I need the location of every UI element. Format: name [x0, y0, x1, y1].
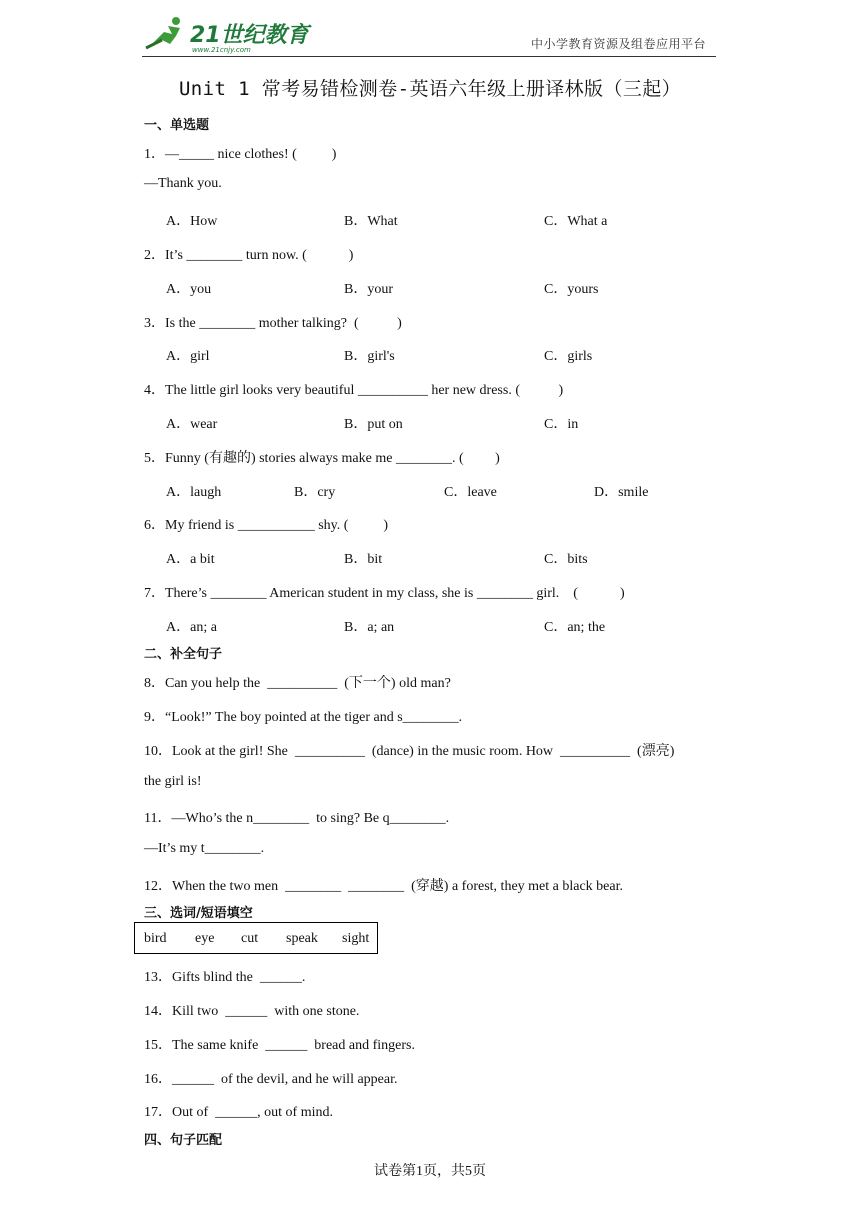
question-1-option-c[interactable]: C．What a: [544, 214, 608, 229]
question-13: 13．Gifts blind the ______.: [144, 970, 306, 985]
word-bank-item: eye: [195, 931, 215, 946]
question-5-option-a[interactable]: A．laugh: [166, 485, 222, 500]
section-heading-single-choice: 一、单选题: [144, 118, 210, 133]
question-16: 16．______ of the devil, and he will appear.: [144, 1072, 398, 1087]
question-7: 7．There’s ________ American student in my class, she is ________ girl. ( ): [144, 586, 625, 601]
question-6: 6．My friend is ___________ shy. ( ): [144, 518, 389, 533]
question-4-option-b[interactable]: B．put on: [344, 417, 403, 432]
word-bank-box: [134, 922, 378, 954]
question-17: 17．Out of ______, out of mind.: [144, 1105, 333, 1120]
question-4-option-a[interactable]: A．wear: [166, 417, 218, 432]
question-4-option-c[interactable]: C．in: [544, 417, 579, 432]
word-bank-item: speak: [286, 931, 318, 946]
word-bank-item: sight: [342, 931, 370, 946]
question-2-option-b[interactable]: B．your: [344, 282, 393, 297]
page-header: [142, 12, 716, 57]
question-1: 1．—_____ nice clothes! ( ): [144, 147, 337, 162]
question-2: 2．It’s ________ turn now. ( ): [144, 248, 354, 263]
exam-title: Unit 1 常考易错检测卷-英语六年级上册译林版（三起）: [178, 78, 682, 100]
question-3-option-b[interactable]: B．girl's: [344, 349, 395, 364]
question-7-option-a[interactable]: A．an; a: [166, 620, 217, 635]
question-5-option-b[interactable]: B．cry: [294, 485, 336, 500]
question-11-line-2: —It’s my t________.: [144, 841, 265, 856]
question-10-line-2: the girl is!: [144, 774, 202, 789]
question-5: 5．Funny (有趣的) stories always make me ________. ( ): [144, 451, 500, 466]
logo-url: www.21cnjy.com: [192, 46, 251, 54]
site-logo: [142, 14, 322, 54]
question-1-option-b[interactable]: B．What: [344, 214, 398, 229]
question-12: 12．When the two men ________ ________ (穿越) a forest, they met a black bear.: [144, 879, 623, 894]
question-14: 14．Kill two ______ with one stone.: [144, 1004, 360, 1019]
question-6-option-c[interactable]: C．bits: [544, 552, 588, 567]
logo-text: 21世纪教育: [190, 23, 309, 48]
word-bank-item: cut: [241, 931, 259, 946]
question-7-option-c[interactable]: C．an; the: [544, 620, 606, 635]
question-15: 15．The same knife ______ bread and fingers.: [144, 1038, 415, 1053]
question-2-option-c[interactable]: C．yours: [544, 282, 599, 297]
question-8: 8．Can you help the __________ (下一个) old man?: [144, 676, 451, 691]
question-2-option-a[interactable]: A．you: [166, 282, 212, 297]
question-7-option-b[interactable]: B．a; an: [344, 620, 395, 635]
question-1-option-a[interactable]: A．How: [166, 214, 218, 229]
page-footer: 试卷第1页，共5页: [374, 1164, 486, 1179]
question-9: 9．“Look!” The boy pointed at the tiger and s________.: [144, 710, 463, 725]
section-heading-complete-sentences: 二、补全句子: [144, 647, 223, 662]
question-6-option-a[interactable]: A．a bit: [166, 552, 215, 567]
platform-name: 中小学教育资源及组卷应用平台: [530, 37, 706, 51]
question-4: 4．The little girl looks very beautiful __________ her new dress. ( ): [144, 383, 564, 398]
question-6-option-b[interactable]: B．bit: [344, 552, 383, 567]
question-3-option-a[interactable]: A．girl: [166, 349, 210, 364]
question-11-line-1: 11．—Who’s the n________ to sing? Be q________.: [144, 811, 450, 826]
question-1-reply: —Thank you.: [144, 176, 222, 191]
word-bank-item: bird: [144, 931, 167, 946]
section-heading-word-fill: 三、选词/短语填空: [144, 906, 253, 921]
question-5-option-d[interactable]: D．smile: [594, 485, 649, 500]
question-5-option-c[interactable]: C．leave: [444, 485, 497, 500]
running-man-logo-icon: [142, 14, 322, 54]
section-heading-sentence-match: 四、句子匹配: [144, 1133, 223, 1148]
question-3: 3．Is the ________ mother talking? ( ): [144, 316, 402, 331]
question-10-line-1: 10．Look at the girl! She __________ (dance) in the music room. How __________ (漂亮): [144, 744, 675, 759]
question-3-option-c[interactable]: C．girls: [544, 349, 593, 364]
